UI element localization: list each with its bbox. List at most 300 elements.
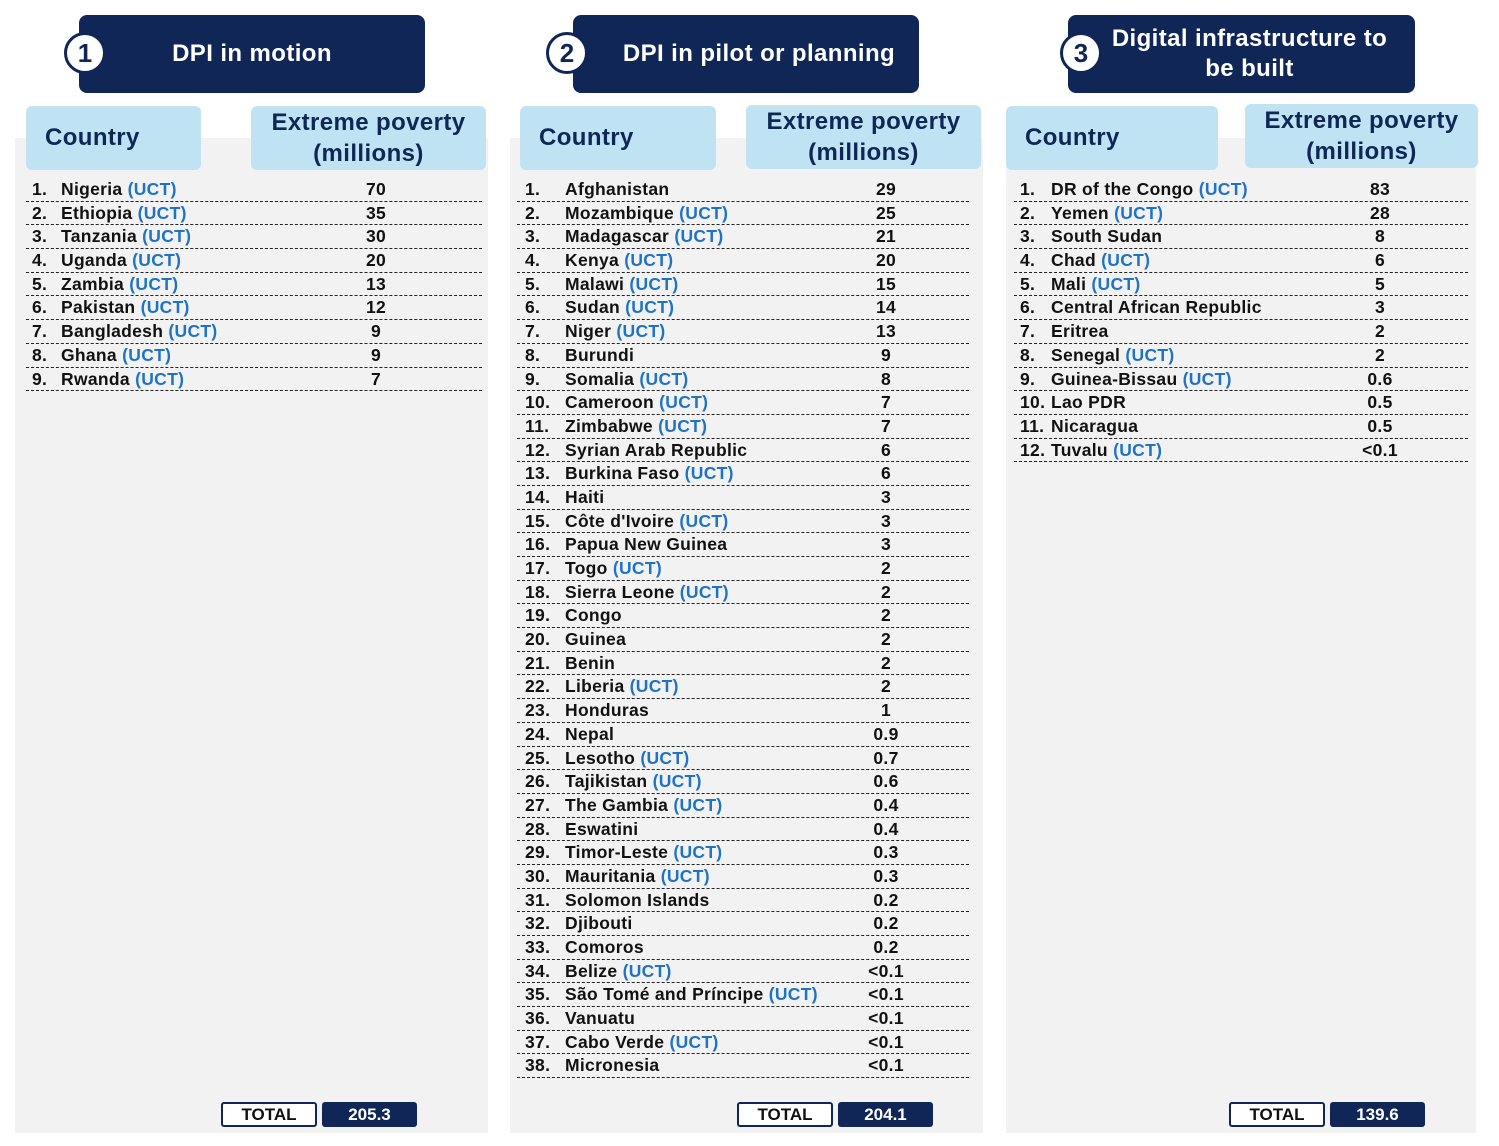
table-row	[517, 794, 969, 818]
section-1-country-header: Country	[26, 106, 201, 170]
section-2-total-label: TOTAL	[737, 1102, 833, 1127]
country-name: Nigeria	[61, 179, 123, 199]
country-name: Guinea	[565, 629, 627, 650]
country-cell	[1051, 297, 1262, 318]
country-name: Cameroon	[565, 392, 654, 413]
country-name: Chad	[1051, 250, 1096, 271]
country-cell	[565, 392, 708, 413]
country-cell	[565, 179, 669, 200]
row-number: 2.	[525, 202, 541, 223]
uct-tag: (UCT)	[629, 273, 679, 294]
country-name: Guinea-Bissau	[1051, 368, 1178, 389]
table-row	[26, 344, 482, 368]
country-name: Sudan	[565, 297, 620, 318]
poverty-value: 8	[880, 368, 892, 389]
section-1-poverty-header: Extreme poverty (millions)	[251, 106, 486, 170]
uct-tag: (UCT)	[1125, 344, 1175, 365]
country-name: Mali	[1051, 273, 1087, 294]
section-3-list	[1014, 178, 1468, 462]
country-name: Pakistan	[61, 297, 136, 318]
country-cell	[565, 297, 674, 318]
row-number: 10.	[525, 392, 551, 413]
table-row	[1014, 391, 1468, 415]
poverty-value: 9	[880, 344, 892, 365]
section-1-total-label: TOTAL	[221, 1102, 317, 1127]
row-number: 3.	[32, 226, 48, 247]
poverty-value: 0.7	[873, 747, 899, 768]
uct-tag: (UCT)	[168, 321, 218, 342]
table-row	[517, 557, 969, 581]
poverty-value: 7	[880, 392, 892, 413]
table-row	[517, 581, 969, 605]
country-cell	[565, 771, 702, 792]
poverty-value: 0.2	[873, 889, 899, 910]
section-2-list	[517, 178, 969, 1078]
poverty-value: 5	[1374, 273, 1386, 294]
country-cell	[565, 416, 707, 437]
table-row	[517, 1031, 969, 1055]
section-1-total-value: 205.3	[322, 1102, 417, 1127]
country-cell	[1051, 226, 1162, 247]
row-number: 10.	[1020, 392, 1046, 413]
row-number: 19.	[525, 605, 551, 626]
uct-tag: (UCT)	[622, 960, 672, 981]
row-number: 1.	[32, 179, 48, 199]
table-row	[517, 486, 969, 510]
table-row	[1014, 202, 1468, 226]
row-number: 21.	[525, 652, 551, 673]
uct-tag: (UCT)	[629, 676, 679, 697]
table-row	[517, 510, 969, 534]
country-cell	[61, 321, 218, 342]
country-name: Eswatini	[565, 818, 639, 839]
uct-tag: (UCT)	[679, 581, 729, 602]
table-row	[517, 415, 969, 439]
country-cell	[565, 890, 710, 911]
poverty-value: 9	[370, 344, 382, 365]
country-cell	[61, 250, 181, 271]
row-number: 5.	[32, 273, 48, 294]
country-name: Côte d'Ivoire	[565, 510, 675, 531]
poverty-value: 3	[880, 534, 892, 555]
row-number: 2.	[1020, 202, 1036, 223]
country-name: Nepal	[565, 723, 615, 744]
country-name: South Sudan	[1051, 226, 1163, 247]
country-name: Papua New Guinea	[565, 534, 728, 555]
row-number: 7.	[32, 321, 48, 342]
country-name: Afghanistan	[565, 179, 670, 199]
country-cell	[1051, 250, 1150, 271]
poverty-value: 7	[880, 415, 892, 436]
country-cell	[61, 369, 184, 390]
table-row	[517, 699, 969, 723]
poverty-value: 14	[875, 297, 897, 318]
table-row	[517, 533, 969, 557]
uct-tag: (UCT)	[768, 984, 818, 1005]
country-cell	[565, 724, 614, 745]
country-cell	[565, 440, 747, 461]
row-number: 37.	[525, 1031, 551, 1052]
country-name: Central African Republic	[1051, 297, 1262, 318]
poverty-value: 0.3	[873, 842, 899, 863]
poverty-value: 12	[366, 297, 387, 318]
country-name: Tanzania	[61, 226, 137, 247]
section-1-title: DPI in motion	[172, 40, 332, 67]
country-cell	[565, 226, 723, 247]
country-name: Tajikistan	[565, 771, 648, 792]
country-cell	[565, 203, 728, 224]
country-name: Vanuatu	[565, 1008, 636, 1029]
table-row	[517, 273, 969, 297]
row-number: 14.	[525, 486, 551, 507]
poverty-value: 1	[880, 700, 892, 721]
table-row	[517, 178, 969, 202]
country-cell	[61, 345, 171, 366]
country-cell	[565, 250, 673, 271]
poverty-value: 8	[1374, 226, 1386, 247]
poverty-value: 29	[875, 179, 897, 199]
table-row	[1014, 225, 1468, 249]
poverty-value: 2	[880, 676, 892, 697]
poverty-value: 0.4	[873, 818, 899, 839]
country-name: Belize	[565, 960, 618, 981]
table-row	[517, 983, 969, 1007]
table-row	[517, 344, 969, 368]
country-name: Bangladesh	[61, 321, 164, 342]
poverty-value: 3	[880, 510, 892, 531]
country-cell	[565, 321, 666, 342]
row-number: 1.	[525, 179, 541, 199]
uct-tag: (UCT)	[624, 250, 674, 271]
section-2-number-badge: 2	[546, 32, 588, 74]
uct-tag: (UCT)	[1113, 439, 1163, 460]
row-number: 1.	[1020, 179, 1036, 199]
row-number: 15.	[525, 510, 551, 531]
table-row	[1014, 273, 1468, 297]
poverty-value: 0.9	[873, 723, 899, 744]
table-row	[1014, 368, 1468, 392]
country-name: DR of the Congo	[1051, 179, 1194, 199]
country-cell	[1051, 392, 1126, 413]
table-row	[517, 391, 969, 415]
country-name: Lao PDR	[1051, 392, 1127, 413]
row-number: 16.	[525, 534, 551, 555]
country-name: Djibouti	[565, 913, 633, 934]
poverty-value: 9	[370, 321, 382, 342]
table-row	[1014, 178, 1468, 202]
country-cell	[565, 463, 734, 484]
uct-tag: (UCT)	[1101, 250, 1151, 271]
table-row	[517, 1007, 969, 1031]
country-name: Benin	[565, 652, 616, 673]
country-cell	[1051, 440, 1162, 461]
poverty-value: <0.1	[868, 1008, 904, 1029]
poverty-value: 2	[880, 605, 892, 626]
poverty-value: 3	[1374, 297, 1386, 318]
country-name: Togo	[565, 558, 608, 578]
table-row	[517, 675, 969, 699]
country-cell	[1051, 345, 1175, 366]
poverty-value: 13	[366, 273, 387, 294]
section-1-number-badge: 1	[64, 32, 106, 74]
uct-tag: (UCT)	[132, 250, 182, 271]
row-number: 35.	[525, 984, 551, 1005]
table-row	[26, 178, 482, 202]
country-name: Micronesia	[565, 1055, 660, 1076]
section-1-header	[79, 15, 425, 93]
country-cell	[1051, 274, 1141, 295]
uct-tag: (UCT)	[1198, 179, 1248, 199]
table-row	[517, 960, 969, 984]
section-3-total-label: TOTAL	[1229, 1102, 1325, 1127]
poverty-value: <0.1	[868, 1031, 904, 1052]
country-name: Haiti	[565, 486, 605, 507]
row-number: 28.	[525, 818, 551, 839]
country-name: Liberia	[565, 676, 625, 697]
poverty-value: 0.6	[873, 771, 899, 792]
country-cell	[565, 487, 604, 508]
section-3-header	[1068, 15, 1415, 93]
uct-tag: (UCT)	[625, 297, 675, 318]
row-number: 8.	[525, 344, 541, 365]
row-number: 36.	[525, 1008, 551, 1029]
poverty-value: 21	[875, 226, 897, 247]
section-3-title: Digital infrastructure to be built	[1111, 25, 1388, 82]
row-number: 3.	[1020, 226, 1036, 247]
poverty-value: 30	[366, 226, 387, 247]
section-2-header	[573, 15, 919, 93]
row-number: 11.	[525, 415, 550, 436]
country-name: Somalia	[565, 368, 635, 389]
poverty-value: 0.5	[1367, 415, 1393, 436]
country-name: Ghana	[61, 344, 117, 365]
poverty-value: 13	[875, 321, 897, 342]
country-cell	[565, 629, 626, 650]
section-3-poverty-header: Extreme poverty (millions)	[1245, 104, 1478, 168]
country-name: Eritrea	[1051, 321, 1109, 342]
uct-tag: (UCT)	[652, 771, 702, 792]
uct-tag: (UCT)	[639, 368, 689, 389]
table-row	[26, 296, 482, 320]
row-number: 4.	[32, 250, 48, 271]
country-cell	[565, 345, 634, 366]
poverty-value: 2	[880, 558, 892, 578]
country-cell	[61, 297, 190, 318]
country-name: Niger	[565, 321, 612, 342]
section-2-country-header: Country	[520, 106, 716, 170]
uct-tag: (UCT)	[674, 226, 724, 247]
row-number: 7.	[1020, 321, 1036, 342]
uct-tag: (UCT)	[1114, 202, 1164, 223]
uct-tag: (UCT)	[659, 392, 709, 413]
country-cell	[565, 1032, 719, 1053]
table-row	[517, 628, 969, 652]
country-cell	[565, 274, 678, 295]
uct-tag: (UCT)	[673, 842, 723, 863]
table-row	[26, 225, 482, 249]
poverty-value: 15	[875, 273, 897, 294]
section-3-total-value: 139.6	[1330, 1102, 1425, 1127]
table-row	[26, 368, 482, 392]
poverty-value: 3	[880, 486, 892, 507]
country-name: Sierra Leone	[565, 581, 675, 602]
country-cell	[565, 1008, 635, 1029]
table-row	[517, 202, 969, 226]
poverty-value: 28	[1369, 202, 1391, 223]
row-number: 33.	[525, 937, 551, 957]
poverty-value: 70	[366, 179, 387, 199]
poverty-value: 6	[880, 463, 892, 484]
table-row	[517, 912, 969, 936]
poverty-value: 6	[880, 439, 892, 460]
row-number: 26.	[525, 771, 551, 792]
country-name: Tuvalu	[1051, 439, 1108, 460]
uct-tag: (UCT)	[679, 202, 729, 223]
row-number: 6.	[525, 297, 541, 318]
country-name: Yemen	[1051, 202, 1109, 223]
row-number: 9.	[1020, 368, 1036, 389]
poverty-value: 0.6	[1367, 368, 1393, 389]
uct-tag: (UCT)	[142, 226, 192, 247]
country-cell	[61, 179, 177, 200]
uct-tag: (UCT)	[137, 202, 187, 223]
row-number: 12.	[1020, 439, 1046, 460]
country-name: Rwanda	[61, 368, 130, 389]
row-number: 4.	[525, 250, 541, 271]
table-row	[517, 652, 969, 676]
row-number: 20.	[525, 629, 551, 650]
table-row	[26, 202, 482, 226]
table-row	[517, 865, 969, 889]
country-cell	[565, 605, 622, 626]
row-number: 24.	[525, 723, 551, 744]
country-name: Honduras	[565, 700, 650, 721]
country-cell	[1051, 179, 1248, 200]
uct-tag: (UCT)	[612, 558, 662, 578]
section-1-list	[26, 178, 482, 391]
uct-tag: (UCT)	[1182, 368, 1232, 389]
country-name: Congo	[565, 605, 622, 626]
poverty-value: <0.1	[1362, 439, 1398, 460]
country-name: Uganda	[61, 250, 127, 271]
country-cell	[61, 226, 191, 247]
poverty-value: 35	[366, 202, 387, 223]
table-row	[517, 770, 969, 794]
poverty-value: 2	[880, 652, 892, 673]
uct-tag: (UCT)	[1091, 273, 1141, 294]
country-cell	[1051, 416, 1138, 437]
row-number: 8.	[1020, 344, 1036, 365]
table-row	[517, 723, 969, 747]
table-row	[517, 604, 969, 628]
country-cell	[1051, 203, 1163, 224]
uct-tag: (UCT)	[140, 297, 190, 318]
uct-tag: (UCT)	[660, 865, 710, 886]
country-name: Malawi	[565, 273, 625, 294]
table-row	[517, 368, 969, 392]
country-cell	[565, 1055, 659, 1076]
row-number: 27.	[525, 794, 551, 815]
row-number: 12.	[525, 439, 551, 460]
uct-tag: (UCT)	[679, 510, 729, 531]
table-row	[517, 889, 969, 913]
uct-tag: (UCT)	[129, 273, 179, 294]
row-number: 29.	[525, 842, 551, 863]
poverty-value: 20	[875, 250, 897, 271]
row-number: 5.	[525, 273, 541, 294]
table-row	[1014, 296, 1468, 320]
row-number: 4.	[1020, 250, 1036, 271]
section-2-title: DPI in pilot or planning	[622, 40, 896, 67]
country-cell	[565, 961, 672, 982]
row-number: 23.	[525, 700, 551, 721]
country-name: São Tomé and Príncipe	[565, 984, 764, 1005]
country-cell	[565, 937, 644, 958]
country-name: Senegal	[1051, 344, 1121, 365]
country-cell	[565, 582, 729, 603]
table-row	[517, 1054, 969, 1078]
country-cell	[565, 748, 689, 769]
country-name: Syrian Arab Republic	[565, 439, 748, 460]
country-cell	[565, 984, 818, 1005]
country-cell	[565, 819, 638, 840]
row-number: 25.	[525, 747, 551, 768]
country-cell	[565, 842, 722, 863]
row-number: 31.	[525, 889, 551, 910]
table-row	[517, 841, 969, 865]
poverty-value: 25	[875, 202, 897, 223]
country-name: Cabo Verde	[565, 1031, 665, 1052]
poverty-value: 2	[1374, 321, 1386, 342]
section-3-country-header: Country	[1006, 106, 1218, 170]
country-name: Nicaragua	[1051, 415, 1139, 436]
uct-tag: (UCT)	[669, 1031, 719, 1052]
table-row	[517, 225, 969, 249]
country-cell	[565, 558, 662, 579]
country-name: The Gambia	[565, 794, 669, 815]
row-number: 13.	[525, 463, 551, 484]
country-name: Ethiopia	[61, 202, 133, 223]
country-cell	[1051, 369, 1232, 390]
poverty-value: 0.2	[873, 937, 899, 957]
poverty-value: 2	[880, 629, 892, 650]
poverty-value: 7	[370, 368, 382, 389]
row-number: 34.	[525, 960, 551, 981]
poverty-value: 0.5	[1367, 392, 1393, 413]
poverty-value: 2	[1374, 344, 1386, 365]
uct-tag: (UCT)	[673, 794, 723, 815]
country-cell	[565, 866, 710, 887]
poverty-value: <0.1	[868, 1055, 904, 1076]
country-cell	[565, 795, 722, 816]
poverty-value: 0.2	[873, 913, 899, 934]
table-row	[517, 747, 969, 771]
country-name: Mozambique	[565, 202, 674, 223]
country-name: Burundi	[565, 344, 635, 365]
row-number: 18.	[525, 581, 551, 602]
row-number: 9.	[525, 368, 541, 389]
table-row	[1014, 320, 1468, 344]
row-number: 8.	[32, 344, 48, 365]
country-name: Zambia	[61, 273, 125, 294]
row-number: 6.	[32, 297, 48, 318]
uct-tag: (UCT)	[616, 321, 666, 342]
poverty-value: <0.1	[868, 960, 904, 981]
country-cell	[565, 700, 649, 721]
row-number: 5.	[1020, 273, 1036, 294]
country-cell	[61, 203, 187, 224]
row-number: 17.	[525, 558, 551, 578]
